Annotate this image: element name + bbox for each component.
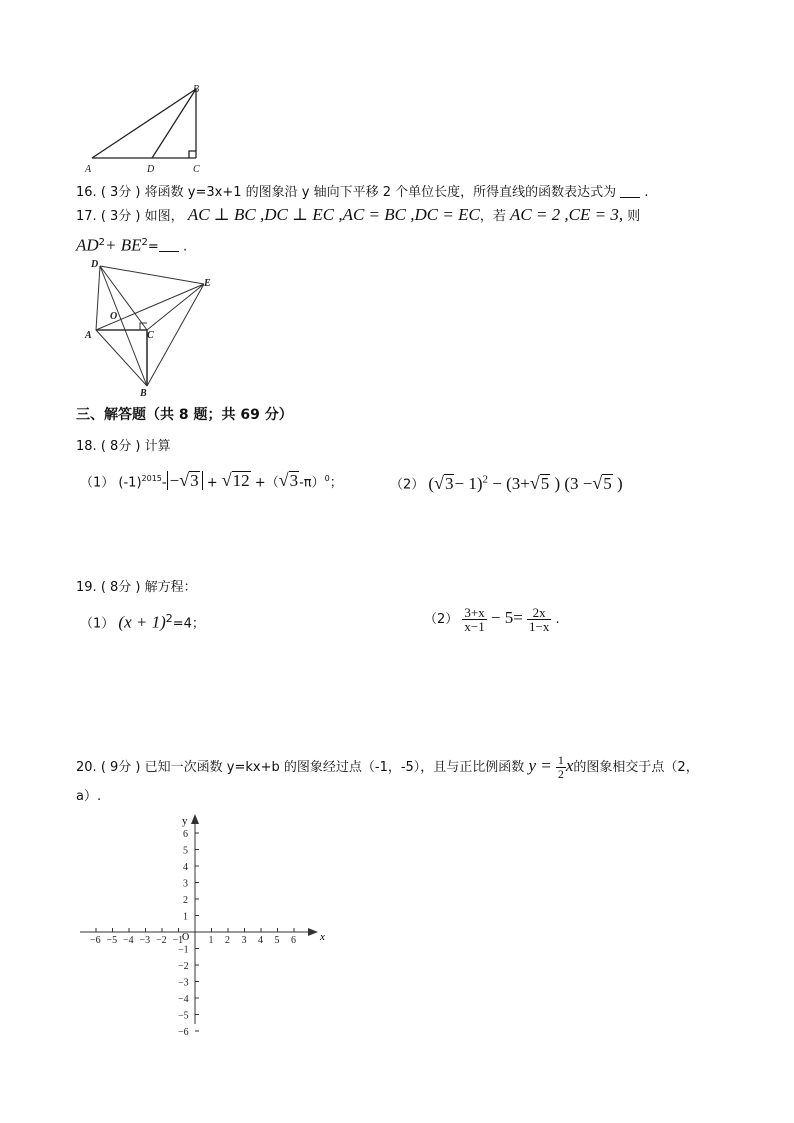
q18-p2-exp: 2	[482, 473, 488, 485]
q17-sup-ad: 2	[98, 237, 106, 248]
q19-part-2	[424, 606, 560, 633]
q17-score: ( 3分 )	[100, 209, 141, 224]
q19-p2-label: （2）	[424, 612, 459, 627]
q17-number: 17.	[76, 209, 97, 224]
q18-p1-label: （1）	[80, 475, 115, 491]
label-a: A	[85, 164, 92, 175]
answer-blank	[620, 184, 640, 198]
question-18	[76, 438, 171, 456]
x-tick-label: −3	[139, 935, 151, 946]
q18-p1-r3: 3	[190, 471, 199, 491]
q20-number: 20.	[76, 760, 97, 775]
x-tick-label: −5	[106, 935, 118, 946]
q18-p1-r12: 12	[232, 471, 250, 491]
q17-end: .	[182, 239, 188, 255]
section-3-heading: 三、解答题（共 8 题；共 69 分）	[76, 407, 293, 423]
x-tick-label: 6	[291, 935, 296, 946]
q19-p2-end: .	[555, 612, 560, 627]
y-tick-label: 2	[183, 895, 188, 906]
x-tick-label: −4	[123, 935, 134, 946]
q20-text1: 已知一次函数 y=kx+b 的图象经过点（-1，-5），且与正比例函数	[144, 760, 525, 775]
q18-text: 计算	[144, 439, 171, 454]
q18-part-2: （2） $(√3- 1)^2 - (3+√5$ ) (3 −√5 )	[390, 472, 623, 493]
y-tick-label: 3	[183, 878, 188, 890]
x-axis-label: x	[320, 931, 325, 943]
y-tick-label: 5	[183, 845, 188, 857]
q16-number: 16.	[76, 185, 97, 200]
q19-p1-label: （1）	[80, 616, 115, 632]
q18-p1-d: -π）	[299, 475, 325, 491]
q16-end: .	[644, 185, 649, 200]
q19-p1-expr: (x + 1)	[118, 612, 166, 632]
x-tick-label: 3	[241, 935, 247, 946]
origin-label: O	[182, 932, 190, 943]
q20-text3: a）.	[76, 789, 102, 804]
question-20-cont	[76, 788, 101, 806]
q19-p1-exp: 2	[165, 612, 173, 625]
q20-y-eq: y =	[528, 756, 552, 775]
label-c: C	[193, 164, 200, 175]
label-a: A	[85, 330, 92, 341]
x-tick-label: 5	[274, 935, 280, 946]
x-tick-label: 4	[258, 935, 263, 946]
q16-text: 将函数 y=3x+1 的图象沿 y 轴向下平移 2 个单位长度，所得直线的函数表达式为	[144, 185, 617, 200]
q18-p1-end: ；	[329, 475, 343, 491]
label-b: B	[140, 388, 147, 399]
question-17-expression	[76, 234, 187, 256]
q18-p2-r5: 5	[540, 473, 550, 493]
q18-p1-b: -	[161, 475, 167, 491]
q16-score: ( 3分 )	[100, 185, 141, 200]
q18-p2-minus: −	[492, 473, 502, 493]
q18-p2-r5b: 5	[603, 473, 612, 493]
q20-text2: 的图象相交于点（2，	[573, 760, 699, 775]
label-c: C	[147, 330, 154, 341]
x-tick-label: 1	[208, 935, 214, 946]
q19-p2-den1: x−1	[464, 619, 485, 634]
y-axis-label: y	[182, 815, 188, 827]
y-tick-label: 1	[183, 911, 188, 923]
q17-sup-be: 2	[141, 237, 148, 248]
q18-p1-c: +（	[254, 475, 279, 491]
geometry-figure-q17	[82, 256, 222, 402]
q18-p2-a: − 1)	[454, 473, 483, 493]
q19-p2-mid: − 5=	[490, 608, 523, 627]
q18-score: ( 8分 )	[100, 439, 141, 454]
q18-p2-r3: 3	[444, 473, 454, 493]
q18-p1-plus: +	[206, 475, 218, 491]
x-tick-label: −2	[156, 935, 167, 946]
coordinate-axes	[70, 812, 340, 1038]
label-b: B	[193, 84, 200, 95]
q17-lead: 如图，	[144, 209, 184, 224]
q18-part-1: （1） $(-1)^{2015}- -√3 + √12 +(√3-\pi)^0$；	[80, 470, 343, 491]
y-tick-label: −4	[178, 994, 189, 1005]
q20-frac-num: 1	[557, 753, 564, 767]
q18-p1-r3b: 3	[289, 471, 299, 491]
q18-p1-e: 0	[324, 474, 330, 483]
q20-x: x	[565, 756, 574, 775]
y-tick-label: −6	[178, 1027, 189, 1038]
question-19	[76, 579, 197, 597]
label-d: D	[147, 164, 155, 175]
q17-mid: ，若	[479, 209, 506, 224]
q19-p2-num1: 3+x	[464, 605, 485, 620]
q19-number: 19.	[76, 580, 97, 595]
question-16	[76, 184, 649, 202]
q18-p2-d: (3 −	[564, 473, 593, 493]
q18-p2-b: (3+	[506, 473, 530, 493]
q18-p2-c: )	[554, 473, 561, 493]
triangle-figure	[80, 80, 220, 178]
q18-p1-a: (-1)	[118, 475, 142, 491]
q17-values: AC = 2 ,CE = 3,	[509, 205, 624, 224]
label-e: E	[204, 278, 211, 289]
q19-part-1	[80, 610, 205, 633]
q19-p1-rhs: =4；	[172, 616, 205, 632]
y-tick-label: −1	[178, 944, 189, 956]
x-tick-label: −1	[172, 935, 184, 946]
q17-plus-be: + BE	[105, 235, 142, 255]
x-tick-label: −6	[90, 935, 101, 946]
question-20	[76, 754, 699, 781]
y-tick-label: −5	[178, 1010, 189, 1022]
q17-conditions: AC ⊥ BC ,DC ⊥ EC ,AC = BC ,DC = EC	[187, 205, 480, 224]
label-o: O	[110, 311, 118, 322]
x-tick-label: 2	[225, 935, 230, 946]
q20-frac-den: 2	[557, 767, 564, 781]
answer-blank	[159, 238, 179, 252]
q19-p2-num2: 2x	[527, 606, 551, 620]
q17-ad: AD	[76, 235, 99, 255]
q18-p1-exp: 2015	[141, 474, 162, 483]
q19-p2-den2: 1−x	[528, 619, 550, 634]
q17-eq: =	[147, 239, 159, 255]
q18-p2-e: )	[617, 473, 623, 493]
q19-text: 解方程：	[144, 580, 197, 595]
q18-p2-open: (	[428, 473, 435, 493]
y-tick-label: −3	[178, 977, 189, 989]
q17-then: 则	[627, 209, 641, 224]
y-tick-label: −2	[178, 961, 189, 972]
y-tick-label: 4	[183, 862, 188, 873]
q19-score: ( 8分 )	[100, 580, 141, 595]
q18-number: 18.	[76, 439, 97, 454]
y-tick-label: 6	[183, 829, 188, 840]
label-d: D	[91, 259, 99, 270]
question-17	[76, 206, 640, 226]
q18-p2-label: （2）	[390, 477, 425, 493]
q20-score: ( 9分 )	[100, 760, 141, 775]
